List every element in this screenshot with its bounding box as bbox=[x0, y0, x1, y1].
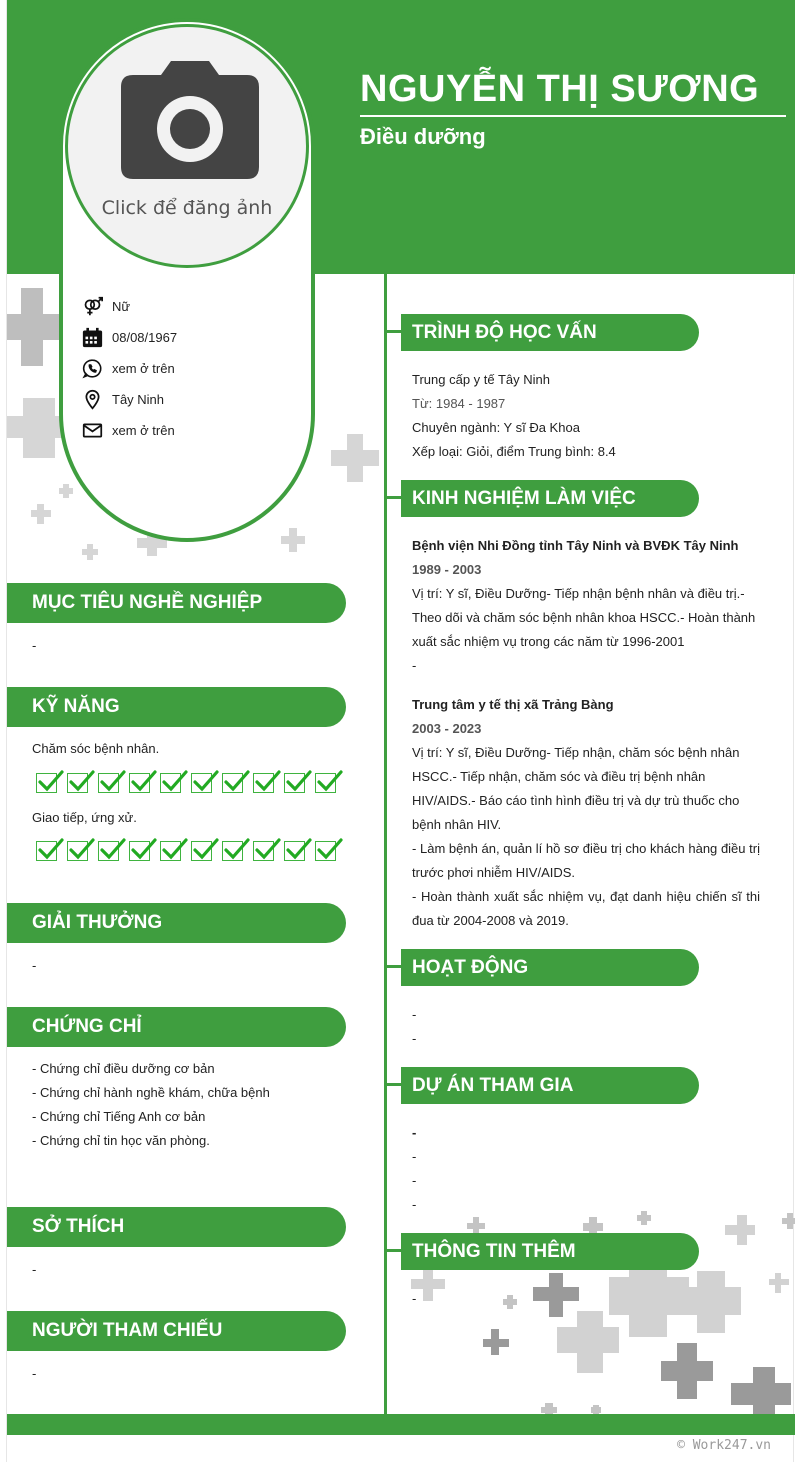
skill-2-rating bbox=[36, 841, 336, 861]
activity-item: - bbox=[412, 1031, 417, 1046]
education-heading: TRÌNH ĐỘ HỌC VẤN bbox=[401, 314, 699, 351]
skill-check-icon bbox=[160, 841, 181, 861]
skill-check-icon bbox=[129, 773, 150, 793]
job-company: Bệnh viện Nhi Đồng tỉnh Tây Ninh và BVĐK Tây Ninh bbox=[412, 538, 739, 553]
job-extra: - Hoàn thành xuất sắc nhiệm vụ, đạt danh hiệu chiến sĩ thi đua từ 2004-2008 và 2019. bbox=[412, 889, 760, 928]
experience-heading: KINH NGHIỆM LÀM VIỆC bbox=[401, 480, 699, 517]
location-pin-icon bbox=[82, 389, 103, 410]
skill-check-icon bbox=[222, 841, 243, 861]
job-description: Vị trí: Y sĩ, Điều Dưỡng- Tiếp nhận bệnh nhân và điều trị.- Theo dõi và chăm sóc bệnh nhân khoa HSCC.- Hoàn thành xuất sắc nhiệm vụ trong các năm từ 1996-2001 bbox=[412, 586, 756, 649]
skill-check-icon bbox=[98, 841, 119, 861]
education-major: Chuyên ngành: Y sĩ Đa Khoa bbox=[412, 420, 580, 435]
certificate-item: - Chứng chỉ tin học văn phòng. bbox=[32, 1133, 210, 1148]
project-item: - bbox=[412, 1197, 417, 1212]
project-item: - bbox=[412, 1125, 417, 1140]
certificates-list[interactable] bbox=[32, 1057, 332, 1153]
job-2[interactable] bbox=[412, 693, 760, 933]
skill-1-rating bbox=[36, 773, 336, 793]
education-grade: Xếp loại: Giỏi, điểm Trung bình: 8.4 bbox=[412, 444, 616, 459]
skill-check-icon bbox=[67, 773, 88, 793]
skill-check-icon bbox=[315, 773, 336, 793]
name-underline bbox=[360, 115, 786, 117]
gender-icon bbox=[82, 296, 103, 317]
project-item: - bbox=[412, 1173, 417, 1188]
skill-check-icon bbox=[160, 773, 181, 793]
skill-check-icon bbox=[36, 841, 57, 861]
project-item: - bbox=[412, 1149, 417, 1164]
activity-item: - bbox=[412, 1007, 417, 1022]
candidate-name[interactable]: NGUYỄN THỊ SƯƠNG bbox=[360, 68, 760, 110]
skill-check-icon bbox=[253, 773, 274, 793]
hobbies-text[interactable]: - bbox=[32, 1262, 37, 1277]
birthdate-row bbox=[82, 327, 177, 348]
projects-heading: DỰ ÁN THAM GIA bbox=[401, 1067, 699, 1104]
awards-heading: GIẢI THƯỞNG bbox=[7, 903, 346, 943]
email-row bbox=[82, 420, 175, 441]
phone-value[interactable]: xem ở trên bbox=[112, 361, 175, 376]
certificate-item: - Chứng chỉ điều dưỡng cơ bản bbox=[32, 1061, 215, 1076]
address-row bbox=[82, 389, 164, 410]
references-text[interactable]: - bbox=[32, 1366, 37, 1381]
calendar-icon bbox=[82, 327, 103, 348]
skill-check-icon bbox=[129, 841, 150, 861]
job-extra: - Làm bệnh án, quản lí hồ sơ điều trị cho khách hàng điều trị trước phơi nhiễm HIV/AIDS. bbox=[412, 841, 760, 880]
birthdate-value[interactable]: 08/08/1967 bbox=[112, 330, 178, 345]
skill-check-icon bbox=[284, 773, 305, 793]
activities-list[interactable] bbox=[412, 1003, 760, 1051]
education-school: Trung cấp y tế Tây Ninh bbox=[412, 372, 551, 387]
references-heading: NGƯỜI THAM CHIẾU bbox=[7, 1311, 346, 1351]
address-value[interactable]: Tây Ninh bbox=[112, 392, 165, 407]
skill-check-icon bbox=[67, 841, 88, 861]
skill-check-icon bbox=[191, 841, 212, 861]
job-extra: - bbox=[412, 658, 417, 673]
job-description: Vị trí: Y sĩ, Điều Dưỡng- Tiếp nhận, chăm sóc bệnh nhân HSCC.- Tiếp nhận, chăm sóc và điều trị bệnh nhân HIV/AIDS.- Báo cáo tình hình điều trị và dự trù thuốc cho bệnh nhân HIV. bbox=[412, 745, 740, 832]
certificates-heading: CHỨNG CHỈ bbox=[7, 1007, 346, 1047]
footer-band bbox=[7, 1414, 795, 1435]
skill-check-icon bbox=[284, 841, 305, 861]
whatsapp-phone-icon bbox=[82, 358, 103, 379]
more-info-text[interactable]: - bbox=[412, 1291, 417, 1306]
projects-list[interactable] bbox=[412, 1121, 760, 1217]
candidate-role[interactable]: Điều dưỡng bbox=[360, 124, 486, 149]
skill-1-name[interactable]: Chăm sóc bệnh nhân. bbox=[32, 741, 160, 756]
skills-heading: KỸ NĂNG bbox=[7, 687, 346, 727]
gender-value[interactable]: Nữ bbox=[112, 299, 131, 314]
job-period: 2003 - 2023 bbox=[412, 721, 482, 736]
job-period: 1989 - 2003 bbox=[412, 562, 482, 577]
camera-icon bbox=[121, 61, 259, 179]
skill-check-icon bbox=[36, 773, 57, 793]
more-info-heading: THÔNG TIN THÊM bbox=[401, 1233, 699, 1270]
skill-2-name[interactable]: Giao tiếp, ứng xử. bbox=[32, 810, 137, 825]
skill-check-icon bbox=[315, 841, 336, 861]
skill-check-icon bbox=[222, 773, 243, 793]
objective-text[interactable]: - bbox=[32, 638, 37, 653]
activities-heading: HOẠT ĐỘNG bbox=[401, 949, 699, 986]
awards-text[interactable]: - bbox=[32, 958, 37, 973]
certificate-item: - Chứng chỉ hành nghề khám, chữa bệnh bbox=[32, 1085, 270, 1100]
copyright-text: © Work247.vn bbox=[677, 1438, 771, 1453]
timeline-divider bbox=[384, 274, 387, 1414]
gender-row bbox=[82, 296, 130, 317]
education-block[interactable] bbox=[412, 368, 760, 464]
objective-heading: MỤC TIÊU NGHỀ NGHIỆP bbox=[7, 583, 346, 623]
cv-page bbox=[6, 0, 794, 1462]
skill-check-icon bbox=[98, 773, 119, 793]
skill-check-icon bbox=[253, 841, 274, 861]
photo-upload-label: Click để đăng ảnh bbox=[101, 197, 273, 219]
email-value[interactable]: xem ở trên bbox=[112, 423, 175, 438]
job-1[interactable] bbox=[412, 534, 760, 678]
education-period: Từ: 1984 - 1987 bbox=[412, 396, 506, 411]
skill-check-icon bbox=[191, 773, 212, 793]
hobbies-heading: SỞ THÍCH bbox=[7, 1207, 346, 1247]
email-icon bbox=[82, 420, 103, 441]
phone-row bbox=[82, 358, 175, 379]
photo-upload[interactable] bbox=[65, 24, 309, 268]
certificate-item: - Chứng chỉ Tiếng Anh cơ bản bbox=[32, 1109, 206, 1124]
job-company: Trung tâm y tế thị xã Trảng Bàng bbox=[412, 697, 614, 712]
